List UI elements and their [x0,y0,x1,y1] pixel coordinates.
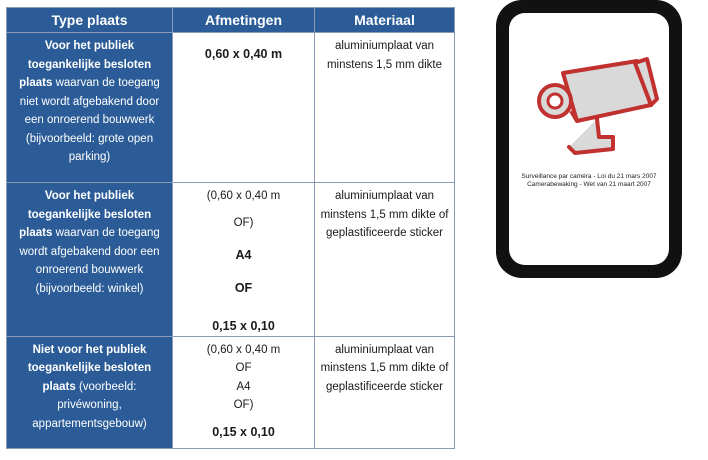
dimensions-cell [173,33,315,183]
sign-caption-nl: Camerabewaking - Wet van 21 maart 2007 [527,181,651,188]
camera-surveillance-sign [496,0,682,278]
dimension-or: OF) [233,216,254,229]
header-type: Type plaats [7,8,173,33]
type-text: waarvan de toegang niet wordt afgebakend door een onroerend bouwwerk (bijvoorbeeld: grote open parking) [19,77,160,163]
material-cell: aluminiumplaat van minstens 1,5 mm dikte [315,33,455,183]
table-row [7,33,455,183]
dimension-value: (0,60 x 0,40 m [206,343,281,356]
dimension-value: (0,60 x 0,40 m [206,190,281,202]
sign-caption-fr: Surveillance par caméra - Loi du 21 mars 2007 [521,173,657,180]
dimension-or: OF) [233,399,254,411]
table-row [7,336,455,448]
header-material: Materiaal [315,8,455,33]
material-cell: aluminiumplaat van minstens 1,5 mm dikte of geplastificeerde sticker [315,183,455,337]
signage-requirements-table [6,7,455,449]
table-row [7,183,455,337]
type-cell [7,336,173,448]
dimensions-cell [173,183,315,337]
dimensions-cell [173,336,315,448]
dimension-value: 0,15 x 0,10 [212,319,275,333]
type-bold-text: Voor het publiek toegankelijke besloten plaats [19,190,152,239]
type-bold-text: Niet voor het publiek toegankelijke besloten plaats [27,343,152,393]
type-text: (voorbeeld: privéwoning, appartementsgebouw) [32,380,147,430]
dimension-or: OF [235,362,252,374]
dimension-a4: A4 [235,248,252,262]
type-text: waarvan de toegang wordt afgebakend door een onroerend bouwwerk (bijvoorbeeld: winkel) [19,227,160,295]
dimension-value: 0,60 x 0,40 m [204,47,283,61]
dimension-value: 0,15 x 0,10 [212,424,275,439]
type-cell [7,183,173,337]
table-header-row [7,8,455,33]
sign-panel [509,13,669,265]
type-bold-text: Voor het publiek toegankelijke besloten plaats [19,40,152,89]
header-dimensions: Afmetingen [173,8,315,33]
cctv-camera-icon [517,39,661,179]
dimension-a4: A4 [236,380,251,393]
type-cell [7,33,173,183]
material-cell: aluminiumplaat van minstens 1,5 mm dikte of geplastificeerde sticker [315,336,455,448]
dimension-or: OF [234,280,253,295]
